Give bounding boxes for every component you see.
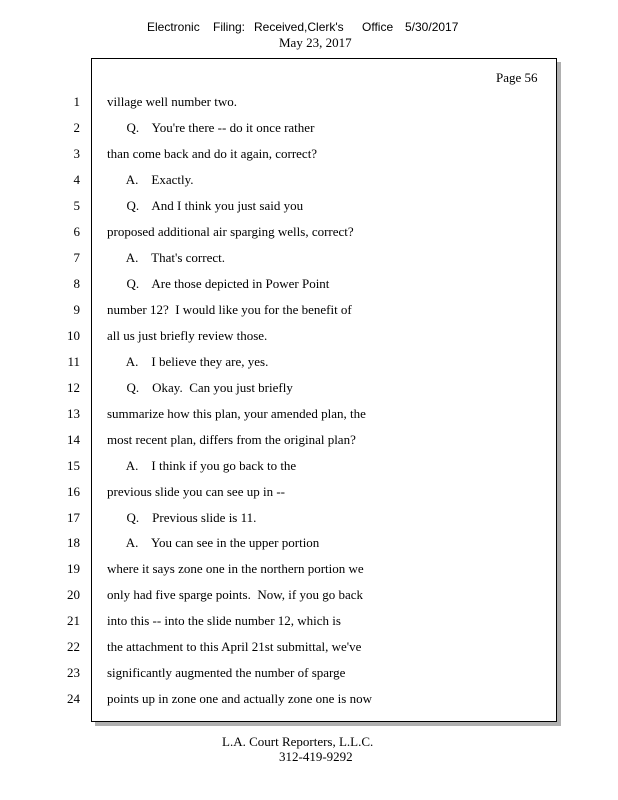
line-number: 2 [73, 120, 80, 135]
transcript-line [0, 508, 618, 528]
transcript-date: May 23, 2017 [279, 35, 352, 50]
transcript-line [0, 300, 618, 320]
line-number: 23 [67, 665, 80, 680]
transcript-line [0, 611, 618, 631]
transcript-line [0, 430, 618, 450]
footer-phone: 312-419-9292 [279, 749, 353, 764]
line-text: A. I think if you go back to the [107, 458, 297, 473]
line-text: most recent plan, differs from the original plan? [107, 432, 356, 447]
transcript-line [0, 144, 618, 164]
line-text: number 12? I would like you for the benefit of [107, 302, 352, 317]
footer-company: L.A. Court Reporters, L.L.C. [222, 734, 374, 749]
transcript-line [0, 482, 618, 502]
line-text: only had five sparge points. Now, if you go back [107, 587, 363, 602]
line-number: 4 [73, 172, 80, 187]
line-number: 15 [67, 458, 80, 473]
line-text: significantly augmented the number of sparge [107, 665, 346, 680]
line-number: 7 [73, 250, 80, 265]
line-number: 9 [73, 302, 80, 317]
line-number: 12 [67, 380, 80, 395]
line-text: A. Exactly. [107, 172, 194, 187]
transcript-line [0, 222, 618, 242]
line-text: into this -- into the slide number 12, which is [107, 613, 341, 628]
line-text: summarize how this plan, your amended plan, the [107, 406, 366, 421]
line-number: 5 [73, 198, 80, 213]
line-number: 16 [67, 484, 80, 499]
transcript-line [0, 352, 618, 372]
stamp-word-received: Received,Clerk's [254, 20, 344, 34]
line-text: Q. Are those depicted in Power Point [107, 276, 330, 291]
line-text: points up in zone one and actually zone one is now [107, 691, 372, 706]
transcript-line [0, 533, 618, 553]
transcript-line [0, 637, 618, 657]
line-text: proposed additional air sparging wells, correct? [107, 224, 354, 239]
line-number: 18 [67, 535, 80, 550]
transcript-line [0, 456, 618, 476]
page-number: Page 56 [496, 70, 538, 85]
line-number: 8 [73, 276, 80, 291]
transcript-line [0, 378, 618, 398]
transcript-line [0, 559, 618, 579]
line-number: 13 [67, 406, 80, 421]
line-number: 3 [73, 146, 80, 161]
line-number: 20 [67, 587, 80, 602]
line-number: 21 [67, 613, 80, 628]
stamp-date: 5/30/2017 [405, 20, 459, 34]
transcript-line [0, 326, 618, 346]
line-text: Q. And I think you just said you [107, 198, 304, 213]
transcript-line [0, 689, 618, 709]
stamp-word-filing: Filing: [213, 20, 246, 34]
line-text: A. That's correct. [107, 250, 225, 265]
transcript-line [0, 196, 618, 216]
transcript-line [0, 404, 618, 424]
line-number: 24 [67, 691, 80, 706]
stamp-word-electronic: Electronic [147, 20, 200, 34]
line-number: 19 [67, 561, 80, 576]
line-text: A. You can see in the upper portion [107, 535, 320, 550]
line-text: previous slide you can see up in -- [107, 484, 285, 499]
line-text: where it says zone one in the northern portion we [107, 561, 364, 576]
transcript-line [0, 274, 618, 294]
line-number: 1 [73, 94, 80, 109]
line-number: 22 [67, 639, 80, 654]
line-text: Q. You're there -- do it once rather [107, 120, 315, 135]
line-text: Q. Previous slide is 11. [107, 510, 257, 525]
transcript-line [0, 118, 618, 138]
line-number: 14 [67, 432, 80, 447]
line-number: 11 [67, 354, 80, 369]
line-text: village well number two. [107, 94, 237, 109]
line-text: than come back and do it again, correct? [107, 146, 318, 161]
line-number: 17 [67, 510, 80, 525]
transcript-line [0, 170, 618, 190]
transcript-line [0, 92, 618, 112]
line-text: Q. Okay. Can you just briefly [107, 380, 293, 395]
line-number: 6 [73, 224, 80, 239]
line-text: all us just briefly review those. [107, 328, 268, 343]
stamp-word-office: Office [362, 20, 394, 34]
transcript-line [0, 248, 618, 268]
line-text: A. I believe they are, yes. [107, 354, 269, 369]
transcript-line [0, 585, 618, 605]
transcript-line [0, 663, 618, 683]
line-number: 10 [67, 328, 80, 343]
line-text: the attachment to this April 21st submittal, we've [107, 639, 362, 654]
